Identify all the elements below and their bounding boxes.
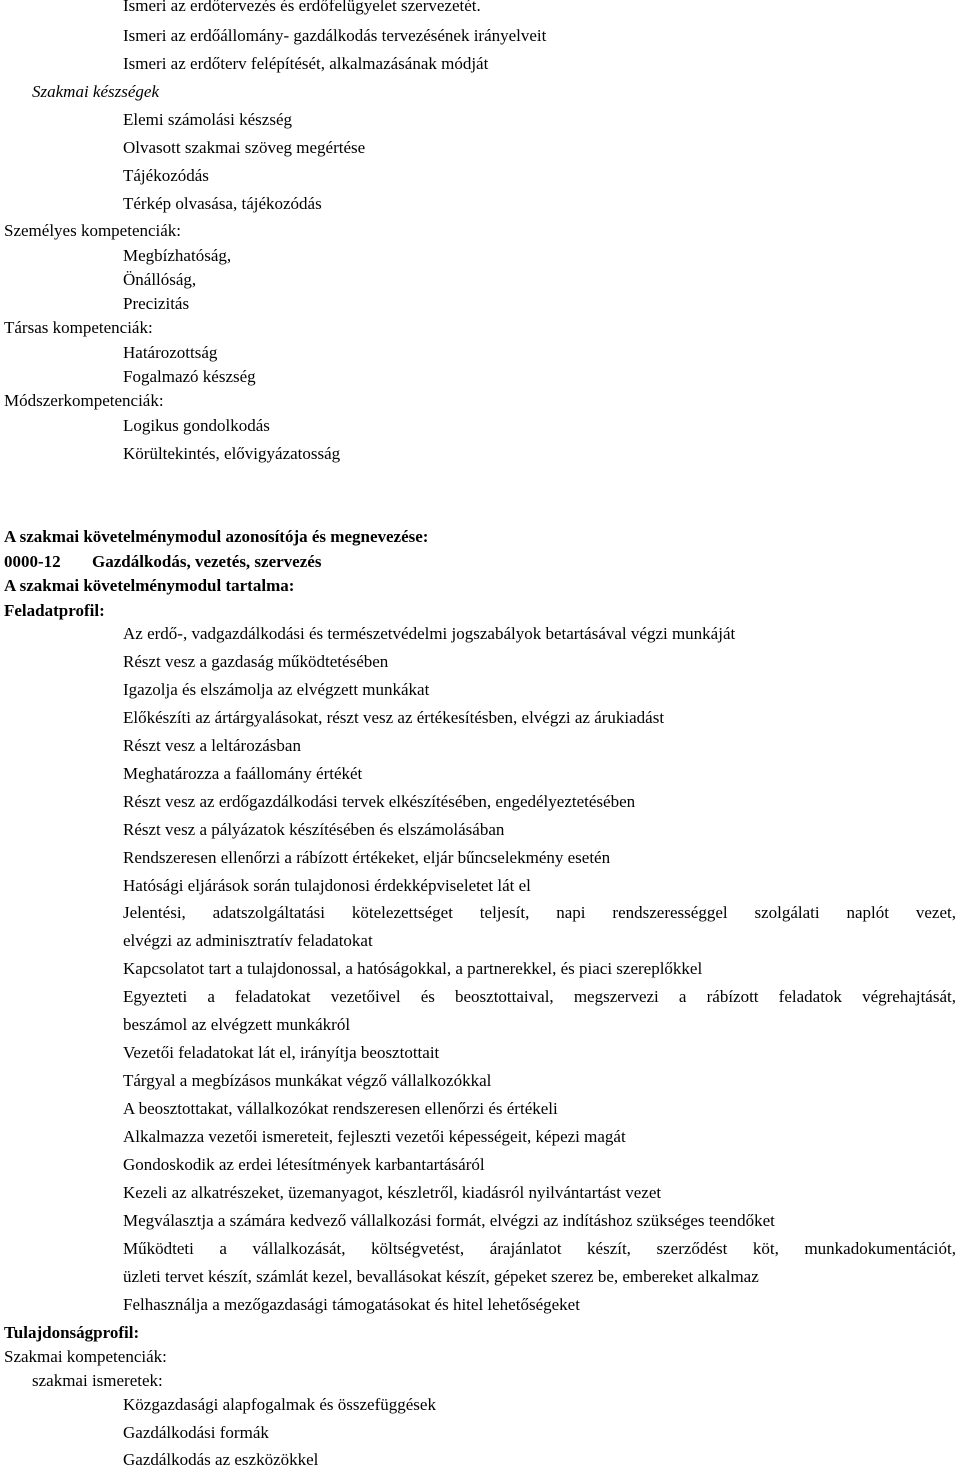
task-profile-heading: Feladatprofil: [4, 601, 105, 620]
task-item: Vezetői feladatokat lát el, irányítja beosztottait [123, 1043, 440, 1062]
list-item: Térkép olvasása, tájékozódás [123, 194, 322, 213]
task-item: Tárgyal a megbízásos munkákat végző vállalkozókkal [123, 1071, 492, 1090]
personal-competences-heading: Személyes kompetenciák: [4, 221, 182, 240]
task-item: Kapcsolatot tart a tulajdonossal, a hatóságokkal, a partnerekkel, és piaci szereplőkkel [123, 959, 703, 978]
task-item: Gondoskodik az erdei létesítmények karbantartásáról [123, 1155, 485, 1174]
knowledge-heading: szakmai ismeretek: [32, 1371, 163, 1390]
task-item: Alkalmazza vezetői ismereteit, fejleszti vezetői képességeit, képezi magát [123, 1127, 626, 1146]
list-item: Ismeri az erdőterv felépítését, alkalmazásának módját [123, 54, 489, 73]
module-code: 0000-12 [4, 552, 61, 571]
knowledge-item: Közgazdasági alapfogalmak és összefüggések [123, 1395, 436, 1414]
knowledge-item: Gazdálkodás az eszközökkel [123, 1450, 319, 1469]
task-item: Részt vesz a pályázatok készítésében és elszámolásában [123, 820, 505, 839]
skills-heading: Szakmai készségek [32, 82, 159, 101]
list-item: Fogalmazó készség [123, 367, 256, 386]
list-item: Tájékozódás [123, 166, 209, 185]
module-name: Gazdálkodás, vezetés, szervezés [92, 552, 322, 571]
task-item: Részt vesz az erdőgazdálkodási tervek elkészítésében, engedélyeztetésében [123, 792, 636, 811]
task-item: Kezeli az alkatrészeket, üzemanyagot, készletről, kiadásról nyilvántartást vezet [123, 1183, 662, 1202]
task-item: Az erdő-, vadgazdálkodási és természetvédelmi jogszabályok betartásával végzi munkáját [123, 624, 736, 643]
list-item: Körültekintés, elővigyázatosság [123, 444, 341, 463]
list-item: Határozottság [123, 343, 218, 362]
list-item: Olvasott szakmai szöveg megértése [123, 138, 366, 157]
task-item: üzleti tervet készít, számlát kezel, bevallásokat készít, gépeket szerez be, embereket alkalmaz [123, 1267, 759, 1286]
task-item: Részt vesz a gazdaság működtetésében [123, 652, 389, 671]
list-item: Ismeri az erdőtervezés és erdőfelügyelet szervezetét. [123, 0, 481, 15]
property-profile-heading: Tulajdonságprofil: [4, 1323, 140, 1342]
task-item: elvégzi az adminisztratív feladatokat [123, 931, 373, 950]
task-item: Részt vesz a leltározásban [123, 736, 301, 755]
task-item: Működteti a vállalkozását, költségvetést, árajánlatot készít, szerződést köt, munkadokumentációt, [123, 1239, 956, 1258]
task-item: Egyezteti a feladatokat vezetőivel és beosztottaival, megszervezi a rábízott feladatok végrehajtását, [123, 987, 956, 1006]
method-competences-heading: Módszerkompetenciák: [4, 391, 164, 410]
task-item: Előkészíti az ártárgyalásokat, részt vesz az értékesítésben, elvégzi az árukiadást [123, 708, 665, 727]
list-item: Megbízhatóság, [123, 246, 232, 265]
task-item: Jelentési, adatszolgáltatási kötelezettséget teljesít, napi rendszerességgel szolgálati naplót vezet, [123, 903, 956, 922]
task-item: Megválasztja a számára kedvező vállalkozási formát, elvégzi az indításhoz szükséges teendőket [123, 1211, 775, 1230]
professional-competences-heading: Szakmai kompetenciák: [4, 1347, 167, 1366]
list-item: Elemi számolási készség [123, 110, 293, 129]
task-item: beszámol az elvégzett munkákról [123, 1015, 351, 1034]
task-item: Rendszeresen ellenőrzi a rábízott értékeket, eljár bűncselekmény esetén [123, 848, 611, 867]
module-content-heading: A szakmai követelménymodul tartalma: [4, 576, 295, 595]
list-item: Logikus gondolkodás [123, 416, 270, 435]
task-item: Hatósági eljárások során tulajdonosi érdekképviseletet lát el [123, 876, 531, 895]
task-item: A beosztottakat, vállalkozókat rendszeresen ellenőrzi és értékeli [123, 1099, 558, 1118]
module-id-heading: A szakmai követelménymodul azonosítója és megnevezése: [4, 527, 429, 546]
list-item: Önállóság, [123, 270, 197, 289]
list-item: Precizitás [123, 294, 190, 313]
task-item: Igazolja és elszámolja az elvégzett munkákat [123, 680, 430, 699]
task-item: Felhasználja a mezőgazdasági támogatásokat és hitel lehetőségeket [123, 1295, 580, 1314]
knowledge-item: Gazdálkodási formák [123, 1423, 269, 1442]
list-item: Ismeri az erdőállomány- gazdálkodás tervezésének irányelveit [123, 26, 547, 45]
social-competences-heading: Társas kompetenciák: [4, 318, 153, 337]
task-item: Meghatározza a faállomány értékét [123, 764, 363, 783]
